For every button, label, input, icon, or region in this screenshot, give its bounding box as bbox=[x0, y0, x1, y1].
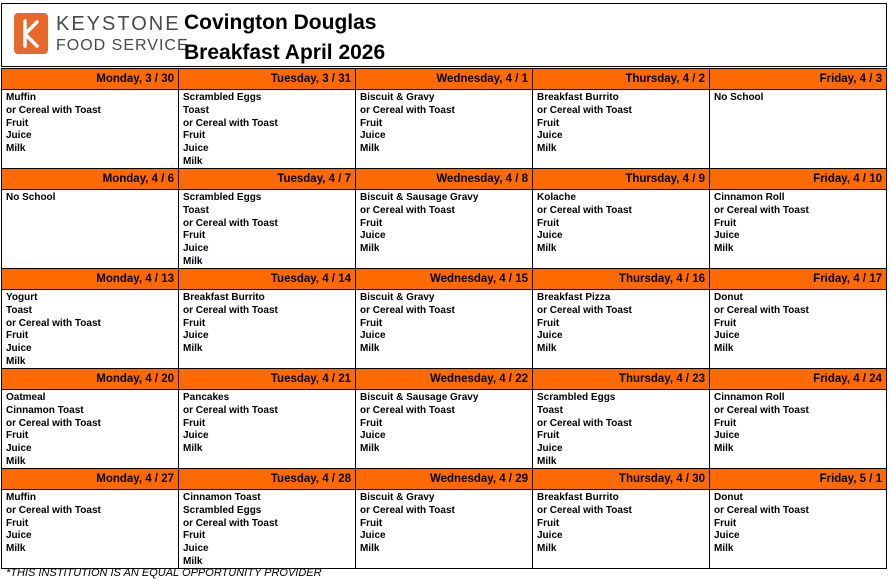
day-menu bbox=[179, 290, 355, 368]
menu-item: Cinnamon Toast bbox=[6, 404, 84, 416]
menu-item: Juice bbox=[360, 430, 386, 442]
menu-item: or Cereal with Toast bbox=[360, 404, 455, 416]
menu-item: or Cereal with Toast bbox=[537, 504, 632, 516]
menu-item: Fruit bbox=[6, 430, 29, 442]
menu-item: or Cereal with Toast bbox=[714, 204, 809, 216]
day-menu bbox=[710, 290, 886, 368]
menu-item: Toast bbox=[6, 304, 32, 316]
day-date-header: Tuesday, 3 / 31 bbox=[179, 69, 355, 90]
menu-item: Oatmeal bbox=[6, 392, 46, 403]
menu-item: Fruit bbox=[183, 317, 206, 329]
day-menu bbox=[179, 190, 355, 268]
day-date-header: Thursday, 4 / 16 bbox=[533, 269, 709, 290]
menu-item: Milk bbox=[6, 455, 26, 467]
menu-item: No School bbox=[6, 192, 56, 203]
menu-item: Fruit bbox=[183, 230, 206, 242]
day-cell bbox=[356, 369, 533, 469]
menu-item: Cinnamon Toast bbox=[183, 492, 261, 503]
menu-item: Juice bbox=[183, 243, 209, 255]
menu-item: Milk bbox=[360, 243, 380, 255]
day-date-header: Friday, 4 / 3 bbox=[710, 69, 886, 90]
day-menu bbox=[356, 490, 532, 568]
day-date-header: Thursday, 4 / 9 bbox=[533, 169, 709, 190]
menu-item: Toast bbox=[537, 404, 563, 416]
day-cell bbox=[356, 69, 533, 169]
day-menu bbox=[356, 90, 532, 168]
day-menu bbox=[533, 390, 709, 468]
menu-item: Milk bbox=[537, 455, 557, 467]
menu-item: or Cereal with Toast bbox=[537, 417, 632, 429]
menu-item: Scrambled Eggs bbox=[183, 504, 262, 516]
day-date-header: Wednesday, 4 / 1 bbox=[356, 69, 532, 90]
menu-item: Milk bbox=[714, 243, 734, 255]
day-date-header: Friday, 4 / 10 bbox=[710, 169, 886, 190]
menu-item: Milk bbox=[360, 343, 380, 355]
menu-item: or Cereal with Toast bbox=[183, 217, 278, 229]
menu-item: or Cereal with Toast bbox=[714, 304, 809, 316]
menu-item: Milk bbox=[360, 543, 380, 555]
menu-item: Breakfast Burrito bbox=[183, 292, 265, 303]
menu-item: Milk bbox=[714, 443, 734, 455]
menu-item: Donut bbox=[714, 492, 743, 503]
menu-item: Juice bbox=[6, 443, 32, 455]
menu-item: Milk bbox=[183, 155, 203, 167]
day-menu bbox=[179, 90, 355, 168]
menu-item: Milk bbox=[6, 143, 26, 155]
menu-item: Breakfast Burrito bbox=[537, 92, 619, 103]
day-cell bbox=[179, 169, 356, 269]
day-cell bbox=[179, 69, 356, 169]
menu-item: Fruit bbox=[183, 417, 206, 429]
menu-item: or Cereal with Toast bbox=[360, 304, 455, 316]
menu-item: Toast bbox=[183, 104, 209, 116]
day-date-header: Thursday, 4 / 23 bbox=[533, 369, 709, 390]
menu-item: Juice bbox=[183, 543, 209, 555]
menu-item: Fruit bbox=[360, 217, 383, 229]
menu-item: Milk bbox=[537, 243, 557, 255]
logo-text-keystone: KEYSTONE bbox=[56, 13, 181, 35]
day-date-header: Tuesday, 4 / 7 bbox=[179, 169, 355, 190]
menu-item: Fruit bbox=[360, 317, 383, 329]
menu-item: Fruit bbox=[6, 330, 29, 342]
menu-item: Fruit bbox=[360, 417, 383, 429]
menu-item: or Cereal with Toast bbox=[183, 117, 278, 129]
menu-item: Juice bbox=[537, 230, 563, 242]
day-date-header: Thursday, 4 / 30 bbox=[533, 469, 709, 490]
day-cell bbox=[533, 269, 710, 369]
day-menu bbox=[533, 490, 709, 568]
menu-calendar-grid bbox=[1, 68, 887, 569]
menu-item: Fruit bbox=[183, 130, 206, 142]
menu-item: Juice bbox=[183, 430, 209, 442]
menu-item: Toast bbox=[183, 204, 209, 216]
day-date-header: Monday, 3 / 30 bbox=[2, 69, 178, 90]
equal-opportunity-notice: *THIS INSTITUTION IS AN EQUAL OPPORTUNITY PROVIDER bbox=[6, 567, 322, 579]
menu-item: Fruit bbox=[714, 417, 737, 429]
day-cell bbox=[356, 269, 533, 369]
menu-item: Biscuit & Gravy bbox=[360, 292, 435, 303]
menu-item: Milk bbox=[183, 443, 203, 455]
menu-item: Fruit bbox=[537, 317, 560, 329]
menu-title: Breakfast April 2026 bbox=[184, 41, 386, 64]
menu-item: Juice bbox=[537, 130, 563, 142]
menu-item: or Cereal with Toast bbox=[6, 504, 101, 516]
day-menu bbox=[356, 390, 532, 468]
menu-item: Fruit bbox=[537, 217, 560, 229]
day-date-header: Wednesday, 4 / 22 bbox=[356, 369, 532, 390]
menu-item: Milk bbox=[360, 443, 380, 455]
menu-item: Juice bbox=[360, 130, 386, 142]
menu-item: Biscuit & Gravy bbox=[360, 492, 435, 503]
day-menu bbox=[356, 290, 532, 368]
menu-item: Scrambled Eggs bbox=[183, 192, 262, 203]
day-date-header: Monday, 4 / 13 bbox=[2, 269, 178, 290]
menu-item: Fruit bbox=[6, 517, 29, 529]
menu-item: Milk bbox=[537, 343, 557, 355]
menu-item: Juice bbox=[6, 130, 32, 142]
day-menu bbox=[710, 490, 886, 568]
menu-item: Juice bbox=[183, 143, 209, 155]
day-cell bbox=[179, 269, 356, 369]
menu-item: Fruit bbox=[714, 517, 737, 529]
day-date-header: Friday, 5 / 1 bbox=[710, 469, 886, 490]
menu-item: Fruit bbox=[360, 117, 383, 129]
menu-item: Milk bbox=[360, 143, 380, 155]
day-cell bbox=[533, 69, 710, 169]
day-cell bbox=[356, 469, 533, 569]
menu-item: Fruit bbox=[714, 317, 737, 329]
menu-item: Milk bbox=[183, 343, 203, 355]
menu-item: Milk bbox=[183, 255, 203, 267]
day-date-header: Monday, 4 / 6 bbox=[2, 169, 178, 190]
menu-item: Milk bbox=[714, 343, 734, 355]
day-date-header: Thursday, 4 / 2 bbox=[533, 69, 709, 90]
menu-item: Juice bbox=[537, 330, 563, 342]
day-menu bbox=[710, 90, 886, 168]
menu-item: Biscuit & Gravy bbox=[360, 92, 435, 103]
menu-item: Milk bbox=[6, 355, 26, 367]
day-cell bbox=[2, 469, 179, 569]
menu-item: or Cereal with Toast bbox=[714, 404, 809, 416]
menu-item: Muffin bbox=[6, 492, 36, 503]
menu-item: or Cereal with Toast bbox=[183, 304, 278, 316]
menu-item: or Cereal with Toast bbox=[714, 504, 809, 516]
menu-item: Yogurt bbox=[6, 292, 38, 303]
menu-item: Juice bbox=[714, 430, 740, 442]
menu-item: or Cereal with Toast bbox=[537, 304, 632, 316]
day-date-header: Monday, 4 / 27 bbox=[2, 469, 178, 490]
day-menu bbox=[2, 90, 178, 168]
menu-item: Juice bbox=[360, 530, 386, 542]
day-date-header: Friday, 4 / 17 bbox=[710, 269, 886, 290]
day-menu bbox=[533, 290, 709, 368]
menu-item: Juice bbox=[537, 443, 563, 455]
menu-item: Juice bbox=[6, 530, 32, 542]
menu-item: or Cereal with Toast bbox=[537, 204, 632, 216]
menu-item: Juice bbox=[360, 230, 386, 242]
menu-item: Biscuit & Sausage Gravy bbox=[360, 192, 479, 203]
menu-item: Donut bbox=[714, 292, 743, 303]
menu-item: Fruit bbox=[360, 517, 383, 529]
menu-item: Breakfast Pizza bbox=[537, 292, 611, 303]
day-cell bbox=[710, 369, 887, 469]
menu-item: or Cereal with Toast bbox=[360, 204, 455, 216]
day-cell bbox=[710, 269, 887, 369]
day-date-header: Wednesday, 4 / 8 bbox=[356, 169, 532, 190]
day-cell bbox=[533, 369, 710, 469]
menu-item: Fruit bbox=[537, 430, 560, 442]
menu-item: Kolache bbox=[537, 192, 576, 203]
menu-item: Muffin bbox=[6, 92, 36, 103]
menu-item: Juice bbox=[714, 330, 740, 342]
menu-item: or Cereal with Toast bbox=[360, 504, 455, 516]
menu-item: or Cereal with Toast bbox=[6, 104, 101, 116]
keystone-k-icon bbox=[14, 13, 48, 54]
day-cell bbox=[710, 169, 887, 269]
day-cell bbox=[179, 369, 356, 469]
day-cell bbox=[710, 469, 887, 569]
school-name: Covington Douglas bbox=[184, 11, 377, 34]
day-menu bbox=[710, 190, 886, 268]
menu-item: Biscuit & Sausage Gravy bbox=[360, 392, 479, 403]
menu-item: Juice bbox=[183, 330, 209, 342]
menu-item: or Cereal with Toast bbox=[6, 417, 101, 429]
menu-item: or Cereal with Toast bbox=[183, 517, 278, 529]
day-date-header: Tuesday, 4 / 21 bbox=[179, 369, 355, 390]
menu-header bbox=[1, 3, 887, 67]
menu-item: or Cereal with Toast bbox=[6, 317, 101, 329]
day-cell bbox=[2, 69, 179, 169]
menu-item: Scrambled Eggs bbox=[183, 92, 262, 103]
day-date-header: Tuesday, 4 / 28 bbox=[179, 469, 355, 490]
day-menu bbox=[2, 190, 178, 268]
menu-item: Fruit bbox=[183, 530, 206, 542]
menu-item: or Cereal with Toast bbox=[537, 104, 632, 116]
menu-item: Milk bbox=[537, 143, 557, 155]
day-date-header: Monday, 4 / 20 bbox=[2, 369, 178, 390]
day-date-header: Wednesday, 4 / 15 bbox=[356, 269, 532, 290]
menu-item: Cinnamon Roll bbox=[714, 192, 785, 203]
menu-item: Milk bbox=[537, 543, 557, 555]
day-menu bbox=[710, 390, 886, 468]
menu-item: Juice bbox=[714, 230, 740, 242]
menu-item: Milk bbox=[6, 543, 26, 555]
menu-item: Juice bbox=[537, 530, 563, 542]
day-menu bbox=[2, 290, 178, 368]
menu-item: Milk bbox=[714, 543, 734, 555]
menu-item: or Cereal with Toast bbox=[360, 104, 455, 116]
menu-item: Milk bbox=[183, 555, 203, 567]
menu-item: No School bbox=[714, 92, 764, 103]
menu-item: Fruit bbox=[714, 217, 737, 229]
menu-item: Fruit bbox=[6, 117, 29, 129]
day-date-header: Tuesday, 4 / 14 bbox=[179, 269, 355, 290]
day-cell bbox=[533, 169, 710, 269]
day-cell bbox=[710, 69, 887, 169]
menu-item: Cinnamon Roll bbox=[714, 392, 785, 403]
day-cell bbox=[2, 369, 179, 469]
day-menu bbox=[179, 490, 355, 568]
day-cell bbox=[179, 469, 356, 569]
menu-item: Fruit bbox=[537, 117, 560, 129]
menu-item: or Cereal with Toast bbox=[183, 404, 278, 416]
keystone-logo bbox=[12, 13, 189, 57]
menu-item: Juice bbox=[714, 530, 740, 542]
menu-item: Scrambled Eggs bbox=[537, 392, 616, 403]
day-cell bbox=[2, 269, 179, 369]
day-date-header: Friday, 4 / 24 bbox=[710, 369, 886, 390]
day-menu bbox=[2, 390, 178, 468]
day-menu bbox=[179, 390, 355, 468]
day-menu bbox=[533, 90, 709, 168]
menu-item: Fruit bbox=[537, 517, 560, 529]
logo-text-food-service: FOOD SERVICE bbox=[56, 37, 189, 54]
menu-item: Juice bbox=[6, 343, 32, 355]
day-date-header: Wednesday, 4 / 29 bbox=[356, 469, 532, 490]
menu-item: Breakfast Burrito bbox=[537, 492, 619, 503]
menu-item: Juice bbox=[360, 330, 386, 342]
day-menu bbox=[356, 190, 532, 268]
day-cell bbox=[2, 169, 179, 269]
day-cell bbox=[356, 169, 533, 269]
day-cell bbox=[533, 469, 710, 569]
menu-item: Pancakes bbox=[183, 392, 230, 403]
day-menu bbox=[2, 490, 178, 568]
day-menu bbox=[533, 190, 709, 268]
